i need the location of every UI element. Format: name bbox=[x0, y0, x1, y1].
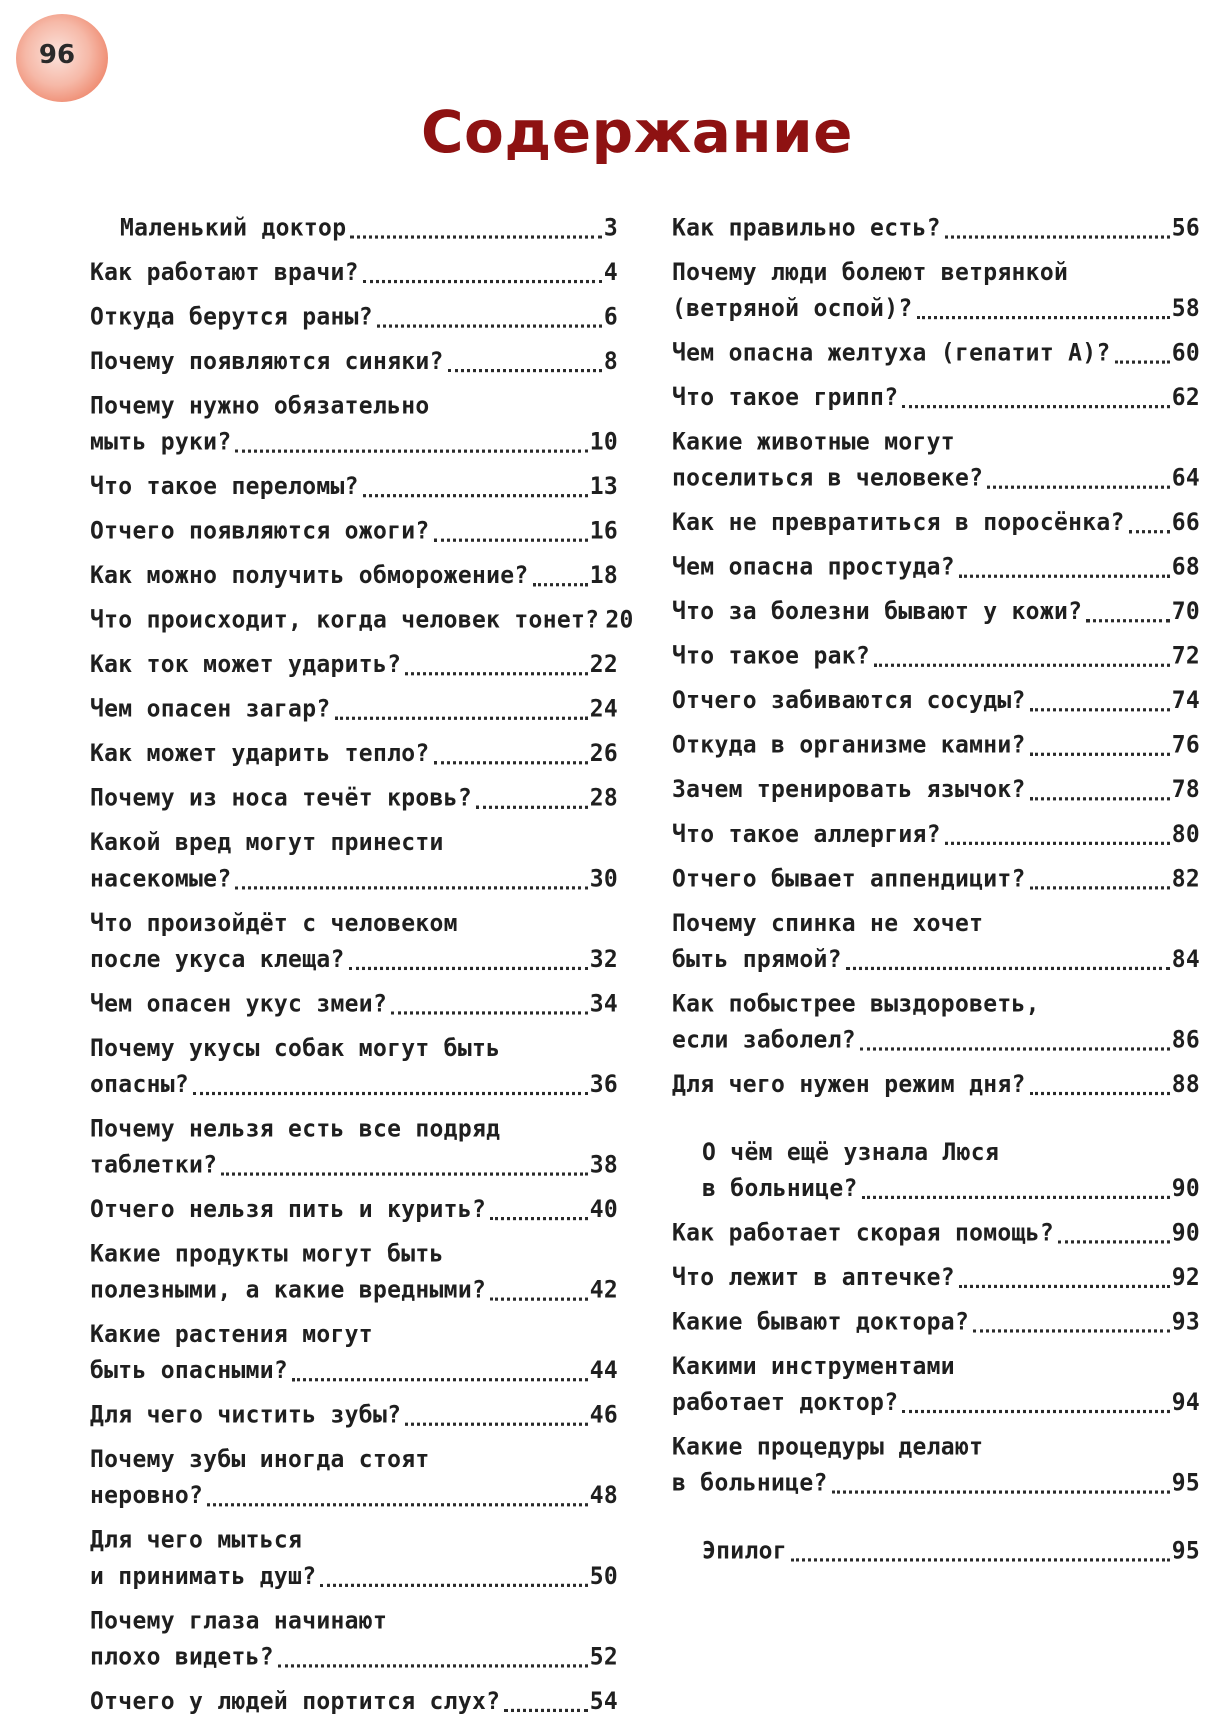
toc-entry-page-number: 82 bbox=[1171, 865, 1200, 893]
toc-entry-title: насекомые? bbox=[90, 865, 232, 893]
toc-entry-title-line: Почему нельзя есть все подряд bbox=[90, 1115, 501, 1143]
toc-entry bbox=[90, 602, 634, 638]
toc-entry-title-line: Почему нужно обязательно bbox=[90, 392, 430, 420]
toc-entry-row bbox=[702, 1170, 1200, 1206]
toc-entry bbox=[90, 388, 618, 460]
dot-leader bbox=[490, 1217, 588, 1220]
toc-entry-title: Почему появляются синяки? bbox=[90, 347, 444, 376]
toc-entry-page-number: 74 bbox=[1171, 687, 1200, 715]
dot-leader bbox=[1030, 1092, 1170, 1095]
toc-entry-page-number: 54 bbox=[589, 1687, 618, 1716]
toc-entry-row bbox=[672, 941, 1200, 977]
toc-entry-page-number: 22 bbox=[589, 650, 618, 679]
toc-entry-row bbox=[672, 816, 1200, 852]
toc-entry-title: Отчего появляются ожоги? bbox=[90, 517, 430, 545]
toc-entry-title: (ветряной оспой)? bbox=[672, 294, 913, 323]
toc-entry-row bbox=[90, 1683, 618, 1719]
toc-entry-row bbox=[90, 424, 618, 460]
toc-entry-title-line: Какие продукты могут быть bbox=[90, 1240, 444, 1268]
toc-entry bbox=[90, 647, 618, 683]
toc-entry-page-number: 90 bbox=[1171, 1174, 1200, 1203]
toc-entry-title: Отчего у людей портится слух? bbox=[90, 1687, 501, 1716]
dot-leader bbox=[874, 664, 1170, 667]
dot-leader bbox=[221, 1172, 587, 1175]
toc-entry-page-number: 24 bbox=[589, 695, 618, 724]
toc-entry-title-line: О чём ещё узнала Люся bbox=[702, 1138, 1000, 1167]
toc-entry-row bbox=[702, 1533, 1200, 1569]
toc-entry-row bbox=[90, 736, 618, 772]
toc-entry-row bbox=[672, 210, 1200, 246]
dot-leader bbox=[1086, 619, 1169, 622]
dot-leader bbox=[391, 1011, 588, 1014]
toc-entry bbox=[672, 1304, 1200, 1340]
dot-leader bbox=[973, 1329, 1170, 1332]
toc-entry-page-number: 56 bbox=[1171, 214, 1200, 242]
toc-entry-row bbox=[672, 1215, 1200, 1251]
toc-entry-title: Почему из носа течёт кровь? bbox=[90, 784, 472, 813]
dot-leader bbox=[448, 369, 602, 372]
toc-entry bbox=[672, 255, 1200, 327]
toc-entry bbox=[672, 594, 1200, 630]
dot-leader bbox=[945, 842, 1170, 845]
toc-entry-page-number: 40 bbox=[589, 1195, 618, 1224]
toc-entry-page-number: 60 bbox=[1171, 339, 1200, 367]
dot-leader bbox=[207, 1503, 588, 1506]
toc-entry-page-number: 30 bbox=[589, 865, 618, 893]
toc-entry-page-number: 18 bbox=[589, 561, 618, 590]
toc-entry-title-line: Почему спинка не хочет bbox=[672, 909, 984, 938]
toc-entry-title: Как работает скорая помощь? bbox=[672, 1219, 1054, 1247]
toc-entry-page-number: 78 bbox=[1171, 776, 1200, 804]
toc-entry-title: Чем опасна желтуха (гепатит А)? bbox=[672, 339, 1111, 367]
toc-entry-row bbox=[90, 1147, 618, 1183]
dot-leader bbox=[504, 1709, 587, 1712]
dot-leader bbox=[860, 1047, 1170, 1050]
toc-entry-page-number: 50 bbox=[589, 1562, 618, 1591]
toc-entry-title: опасны? bbox=[90, 1070, 190, 1099]
page-number-badge bbox=[16, 14, 108, 102]
dot-leader bbox=[320, 1584, 587, 1587]
toc-entry-title: Отчего забиваются сосуды? bbox=[672, 687, 1026, 715]
toc-entry-title: Чем опасен укус змеи? bbox=[90, 990, 388, 1018]
toc-entry-row bbox=[90, 1397, 618, 1433]
toc-entry-page-number: 86 bbox=[1171, 1026, 1200, 1054]
toc-entry-page-number: 42 bbox=[589, 1276, 618, 1304]
toc-entry-page-number: 70 bbox=[1171, 597, 1200, 626]
toc-entry bbox=[672, 1429, 1200, 1501]
toc-entry bbox=[672, 1259, 1200, 1295]
dot-leader bbox=[335, 717, 588, 720]
toc-entry-page-number: 13 bbox=[589, 472, 618, 501]
toc-entry-row bbox=[90, 1478, 618, 1514]
toc-entry-title: Зачем тренировать язычок? bbox=[672, 776, 1026, 804]
toc-entry bbox=[90, 986, 618, 1022]
toc-entry bbox=[672, 549, 1200, 585]
dot-leader bbox=[235, 886, 587, 889]
dot-leader bbox=[959, 1285, 1170, 1288]
toc-entry bbox=[90, 299, 618, 335]
toc-entry-row bbox=[90, 1272, 618, 1308]
toc-entry-title: таблетки? bbox=[90, 1151, 218, 1179]
toc-entry bbox=[672, 772, 1200, 808]
toc-entry-page-number: 44 bbox=[589, 1356, 618, 1385]
toc-entry-title-line: Почему зубы иногда стоят bbox=[90, 1445, 430, 1474]
dot-leader bbox=[490, 1298, 588, 1301]
toc-entry-row bbox=[90, 558, 618, 594]
dot-leader bbox=[1129, 530, 1170, 533]
toc-entry-page-number: 38 bbox=[589, 1151, 618, 1179]
toc-entry-row bbox=[672, 1384, 1200, 1420]
toc-entry-page-number: 46 bbox=[589, 1401, 618, 1429]
toc-entry-row bbox=[672, 549, 1200, 585]
toc-column-right bbox=[672, 210, 1200, 1577]
toc-entry-row bbox=[90, 255, 618, 291]
toc-entry-row bbox=[672, 1465, 1200, 1501]
toc-entry bbox=[672, 424, 1200, 496]
toc-entry-page-number: 6 bbox=[603, 303, 618, 331]
toc-entry-row bbox=[672, 1022, 1200, 1058]
dot-leader bbox=[1030, 797, 1170, 800]
toc-entry bbox=[90, 780, 618, 816]
toc-entry-row bbox=[90, 602, 634, 638]
toc-entry-page-number: 94 bbox=[1171, 1388, 1200, 1417]
dot-leader bbox=[987, 486, 1169, 489]
toc-entry-title-line: Для чего мыться bbox=[90, 1526, 303, 1555]
toc-entry bbox=[672, 727, 1200, 763]
toc-entry-title: Откуда берутся раны? bbox=[90, 303, 373, 331]
toc-entry-title: поселиться в человеке? bbox=[672, 464, 984, 492]
toc-entry-title-line: Почему укусы собак могут быть bbox=[90, 1034, 501, 1063]
dot-leader bbox=[434, 761, 588, 764]
toc-entry-page-number: 36 bbox=[589, 1070, 618, 1099]
toc-entry bbox=[90, 210, 618, 246]
toc-entry bbox=[672, 1533, 1200, 1569]
toc-entry-title-line: Почему люди болеют ветрянкой bbox=[672, 258, 1069, 287]
toc-entry bbox=[90, 1236, 618, 1308]
dot-leader bbox=[405, 1423, 587, 1426]
toc-entry-title: Эпилог bbox=[702, 1537, 787, 1565]
dot-leader bbox=[292, 1378, 588, 1381]
toc-entry-title: Что такое переломы? bbox=[90, 472, 359, 501]
dot-leader bbox=[862, 1196, 1170, 1199]
dot-leader bbox=[1030, 708, 1170, 711]
toc-entry-row bbox=[90, 1558, 618, 1594]
toc-entry bbox=[672, 683, 1200, 719]
toc-entry bbox=[90, 691, 618, 727]
toc-entry-title: Для чего чистить зубы? bbox=[90, 1401, 402, 1429]
toc-entry-title: Чем опасна простуда? bbox=[672, 553, 955, 581]
toc-entry-row bbox=[90, 299, 618, 335]
dot-leader bbox=[1030, 753, 1170, 756]
toc-entry-row bbox=[672, 291, 1200, 327]
dot-leader bbox=[405, 672, 587, 675]
toc-entry-page-number: 72 bbox=[1171, 642, 1200, 671]
toc-entry bbox=[672, 905, 1200, 977]
toc-entry-row bbox=[672, 1304, 1200, 1340]
dot-leader bbox=[846, 967, 1170, 970]
toc-entry-row bbox=[120, 210, 618, 246]
toc-entry bbox=[90, 1030, 618, 1102]
toc-entry-title: полезными, а какие вредными? bbox=[90, 1276, 487, 1304]
toc-entry-title: Как ток может ударить? bbox=[90, 650, 402, 679]
toc-entry bbox=[90, 255, 618, 291]
dot-leader bbox=[1058, 1240, 1170, 1243]
toc-entry-page-number: 32 bbox=[589, 945, 618, 974]
toc-entry bbox=[90, 825, 618, 897]
dot-leader bbox=[945, 235, 1170, 238]
toc-entry-row bbox=[90, 344, 618, 380]
dot-leader bbox=[902, 405, 1169, 408]
toc-entry-title-line: Что произойдёт с человеком bbox=[90, 909, 458, 938]
toc-entry-row bbox=[672, 380, 1200, 416]
toc-entry bbox=[672, 335, 1200, 371]
toc-entry-row bbox=[672, 505, 1200, 541]
toc-entry-page-number: 80 bbox=[1171, 820, 1200, 849]
toc-entry-title-line: Какие животные могут bbox=[672, 428, 955, 456]
toc-entry-title: быть опасными? bbox=[90, 1356, 289, 1385]
toc-entry-page-number: 4 bbox=[603, 258, 618, 287]
dot-leader bbox=[434, 539, 588, 542]
toc-entry-page-number: 20 bbox=[605, 606, 634, 634]
toc-entry bbox=[672, 1066, 1200, 1102]
toc-entry-row bbox=[672, 861, 1200, 897]
page-number: 96 bbox=[38, 40, 76, 70]
dot-leader bbox=[959, 575, 1170, 578]
toc-entry-row bbox=[90, 691, 618, 727]
toc-entry-row bbox=[672, 772, 1200, 808]
dot-leader bbox=[349, 967, 588, 970]
toc-entry bbox=[90, 344, 618, 380]
toc-entry-title-line: Какие процедуры делают bbox=[672, 1433, 984, 1461]
toc-entry-title: Откуда в организме камни? bbox=[672, 731, 1026, 760]
toc-entry bbox=[90, 736, 618, 772]
toc-entry-row bbox=[90, 861, 618, 897]
toc-entry-row bbox=[672, 727, 1200, 763]
toc-entry-title: Что за болезни бывают у кожи? bbox=[672, 597, 1083, 626]
toc-entry-title: Как может ударить тепло? bbox=[90, 740, 430, 768]
toc-entry-page-number: 92 bbox=[1171, 1263, 1200, 1292]
dot-leader bbox=[350, 235, 601, 238]
toc-entry-title: Что такое аллергия? bbox=[672, 820, 941, 849]
toc-entry-title: если заболел? bbox=[672, 1026, 856, 1054]
dot-leader bbox=[363, 494, 588, 497]
dot-leader bbox=[363, 280, 602, 283]
toc-entry-title: быть прямой? bbox=[672, 945, 842, 974]
toc-entry bbox=[90, 469, 618, 505]
toc-entry bbox=[672, 986, 1200, 1058]
toc-entry-title: Маленький доктор bbox=[120, 214, 347, 242]
toc-entry-page-number: 16 bbox=[589, 517, 618, 545]
toc-entry-title: мыть руки? bbox=[90, 428, 232, 456]
dot-leader bbox=[1030, 886, 1170, 889]
toc-entry bbox=[90, 1442, 618, 1514]
toc-entry-page-number: 28 bbox=[589, 784, 618, 813]
toc-entry-title: Что такое рак? bbox=[672, 642, 871, 671]
toc-entry-title-line: Какой вред могут принести bbox=[90, 829, 444, 857]
toc-entry-title: Как правильно есть? bbox=[672, 214, 941, 242]
toc-entry bbox=[90, 558, 618, 594]
dot-leader bbox=[377, 324, 602, 327]
toc-entry-title: плохо видеть? bbox=[90, 1643, 274, 1671]
toc-entry-page-number: 10 bbox=[589, 428, 618, 456]
toc-entry-title: Отчего нельзя пить и курить? bbox=[90, 1195, 487, 1224]
toc-entry-title: Какие бывают доктора? bbox=[672, 1308, 970, 1336]
toc-entry-title: Отчего бывает аппендицит? bbox=[672, 865, 1026, 893]
toc-entry-page-number: 48 bbox=[589, 1481, 618, 1510]
toc-entry-title: Что лежит в аптечке? bbox=[672, 1263, 955, 1292]
toc-entry-title: Чем опасен загар? bbox=[90, 695, 331, 724]
toc-entry bbox=[672, 1348, 1200, 1420]
toc-entry-row bbox=[90, 941, 618, 977]
dot-leader bbox=[533, 583, 588, 586]
toc-entry-title: работает доктор? bbox=[672, 1388, 899, 1417]
toc-entry-title: и принимать душ? bbox=[90, 1562, 317, 1591]
toc-entry-page-number: 93 bbox=[1171, 1308, 1200, 1336]
toc-entry-page-number: 95 bbox=[1171, 1469, 1200, 1497]
toc-entry-title: неровно? bbox=[90, 1481, 204, 1510]
toc-entry-row bbox=[90, 986, 618, 1022]
toc-entry-title: Как можно получить обморожение? bbox=[90, 561, 529, 590]
dot-leader bbox=[193, 1092, 588, 1095]
toc-entry-page-number: 88 bbox=[1171, 1070, 1200, 1099]
toc-entry-row bbox=[90, 647, 618, 683]
toc-entry bbox=[90, 1397, 618, 1433]
toc-entry-page-number: 64 bbox=[1171, 464, 1200, 492]
toc-entry bbox=[90, 513, 618, 549]
toc-entry bbox=[672, 861, 1200, 897]
toc-entry-page-number: 8 bbox=[603, 347, 618, 376]
toc-entry-row bbox=[672, 1259, 1200, 1295]
toc-entry-row bbox=[90, 780, 618, 816]
toc-entry-row bbox=[90, 1639, 618, 1675]
toc-entry-page-number: 26 bbox=[589, 740, 618, 768]
toc-entry-row bbox=[90, 1066, 618, 1102]
toc-entry-row bbox=[90, 469, 618, 505]
toc-entry-page-number: 90 bbox=[1171, 1219, 1200, 1247]
toc-entry-title-line: Какие растения могут bbox=[90, 1320, 373, 1349]
toc-entry-row bbox=[90, 513, 618, 549]
toc-entry bbox=[90, 905, 618, 977]
dot-leader bbox=[235, 450, 587, 453]
toc-entry-page-number: 76 bbox=[1171, 731, 1200, 760]
toc-entry bbox=[672, 816, 1200, 852]
toc-entry bbox=[672, 1215, 1200, 1251]
toc-entry-row bbox=[672, 594, 1200, 630]
toc-entry bbox=[672, 380, 1200, 416]
toc-entry bbox=[672, 638, 1200, 674]
toc-entry-title: Как работают врачи? bbox=[90, 258, 359, 287]
toc-entry-title-line: Какими инструментами bbox=[672, 1352, 955, 1381]
toc-entry-title: после укуса клеща? bbox=[90, 945, 345, 974]
toc-entry-page-number: 68 bbox=[1171, 553, 1200, 581]
toc-entry-title: Для чего нужен режим дня? bbox=[672, 1070, 1026, 1099]
toc-entry-title: в больнице? bbox=[702, 1174, 858, 1203]
toc-entry-page-number: 66 bbox=[1171, 508, 1200, 537]
dot-leader bbox=[476, 806, 588, 809]
toc-entry bbox=[90, 1317, 618, 1389]
toc-column-left bbox=[90, 210, 634, 1728]
toc-entry bbox=[672, 210, 1200, 246]
toc-entry-title: в больнице? bbox=[672, 1469, 828, 1497]
toc-entry-row bbox=[672, 335, 1200, 371]
toc-entry-row bbox=[672, 460, 1200, 496]
toc-entry-title-line: Как побыстрее выздороветь, bbox=[672, 990, 1040, 1018]
toc-entry-title: Как не превратиться в поросёнка? bbox=[672, 508, 1125, 537]
page-title: Содержание bbox=[420, 98, 853, 166]
toc-entry-page-number: 95 bbox=[1171, 1537, 1200, 1565]
toc-entry-page-number: 84 bbox=[1171, 945, 1200, 974]
toc-entry-row bbox=[672, 1066, 1200, 1102]
toc-entry bbox=[90, 1603, 618, 1675]
toc-entry-row bbox=[90, 1353, 618, 1389]
toc-entry bbox=[672, 505, 1200, 541]
toc-entry-page-number: 34 bbox=[589, 990, 618, 1018]
dot-leader bbox=[832, 1490, 1170, 1493]
dot-leader bbox=[791, 1558, 1170, 1561]
toc-entry bbox=[90, 1522, 618, 1594]
toc-entry-page-number: 52 bbox=[589, 1643, 618, 1671]
toc-entry-page-number: 62 bbox=[1171, 383, 1200, 412]
toc-entry-row bbox=[90, 1192, 618, 1228]
toc-entry-title-line: Почему глаза начинают bbox=[90, 1607, 388, 1635]
toc-entry-row bbox=[672, 683, 1200, 719]
toc-entry-title: Что такое грипп? bbox=[672, 383, 899, 412]
toc-entry-page-number: 3 bbox=[603, 214, 618, 242]
toc-entry bbox=[90, 1683, 618, 1719]
toc-entry-row bbox=[672, 638, 1200, 674]
dot-leader bbox=[902, 1410, 1169, 1413]
dot-leader bbox=[1115, 361, 1170, 364]
toc-entry-title: Что происходит, когда человек тонет? bbox=[90, 606, 600, 634]
dot-leader bbox=[917, 316, 1170, 319]
toc-entry bbox=[672, 1134, 1200, 1206]
toc-entry bbox=[90, 1192, 618, 1228]
toc-entry bbox=[90, 1111, 618, 1183]
toc-entry-page-number: 58 bbox=[1171, 294, 1200, 323]
